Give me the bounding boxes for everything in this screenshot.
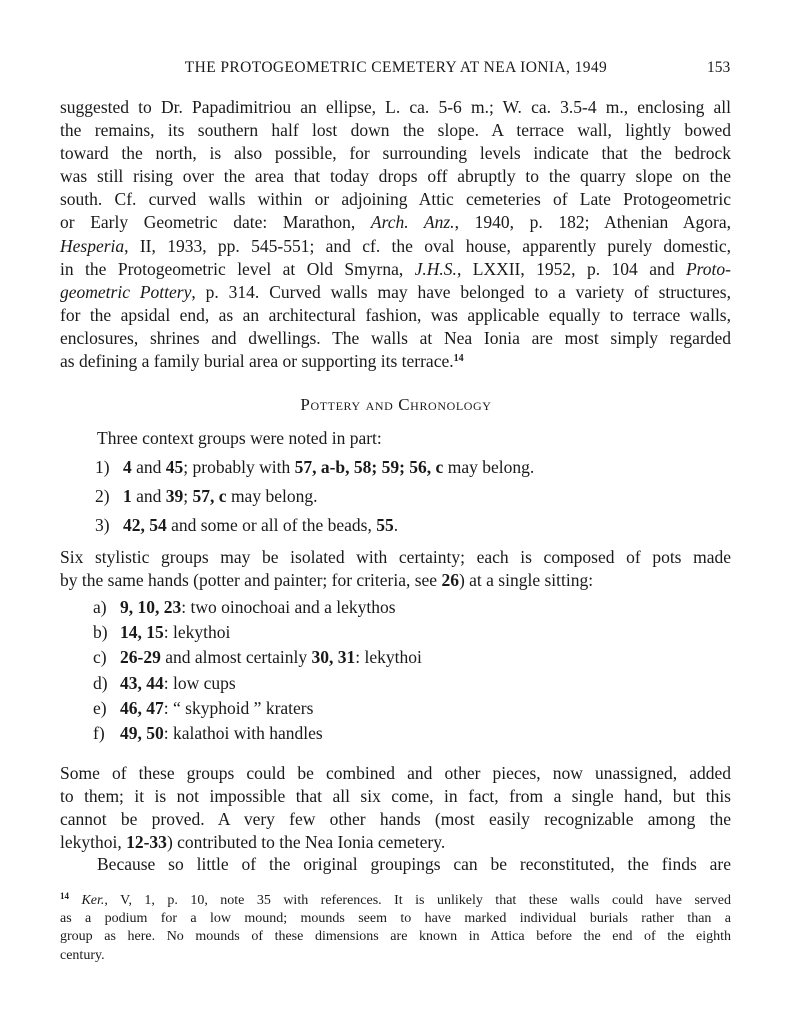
stylistic-group-item [93,698,422,723]
journal-title: Hesperia [60,235,125,256]
text-run: ; [183,486,193,506]
text-line: was still rising over the area that today drops off abruptly to the quarry slope on the [60,166,731,187]
text-line [60,831,731,854]
text-run: and [131,457,166,477]
paragraph-hands [60,762,731,854]
text-line: south. Cf. curved walls within or adjoining Attic cemeteries of Late Protogeometric [60,189,731,210]
context-group-item [95,515,534,544]
catalogue-number: 26-29 [120,647,161,668]
list-letter: f) [93,722,105,743]
section-heading: Pottery and Chronology [300,395,492,414]
context-group-item [95,486,534,515]
text-run: , p. 314. Curved walls may have belonged to a variety of structures, [191,281,731,302]
book-title: geometric Pottery [60,281,192,302]
text-run: , V, 1, p. 10, note 35 with references. It is unlikely that these walls could have served [104,893,732,908]
journal-title: Ker. [81,893,105,908]
context-group-item [95,457,534,486]
text-line: the remains, its southern half lost down the slope. A terrace wall, lightly bowed [60,120,731,141]
text-line: enclosures, shrines and dwellings. The walls at Nea Ionia are most simply regarded [60,327,731,348]
text-run: : “ skyphoid ” kraters [163,697,314,718]
footnote-line: group as here. No mounds of these dimensions are known in Attica before the end of the eighth [60,929,731,945]
text-run: ) at a single sitting: [458,570,594,591]
stylistic-group-item [93,647,422,672]
catalogue-number: 45 [165,457,184,477]
text-run: and [131,486,166,506]
text-run: , II, 1933, pp. 545-551; and cf. the oval house, apparently purely domestic, [124,235,731,256]
text-line [60,211,731,234]
text-line: Because so little of the original groupings can be reconstituted, the finds are [97,854,731,874]
text-run: : lekythoi [163,622,231,643]
text-run: or Early Geometric date: Marathon, [60,212,371,233]
text-run: ; probably with [183,457,295,477]
text-line: to them; it is not impossible that all six come, in fact, from a single hand, but this [60,786,731,807]
text-run: and some or all of the beads, [166,515,377,535]
text-line: toward the north, is also possible, for surrounding levels indicate that the bedrock [60,143,731,164]
catalogue-number: 39 [165,486,184,506]
paragraph-stylistic [60,546,731,592]
text-line [60,281,731,304]
text-run: may belong. [443,457,535,477]
text-run: : low cups [163,672,236,693]
text-run: may belong. [226,486,318,506]
paragraph-finds [97,853,731,876]
footnote-marker: 14 [60,891,69,901]
catalogue-number: 55 [376,515,394,535]
text-run: , LXXII, 1952, p. 104 and [456,258,686,279]
list-number: 1) [95,457,110,477]
text-run: lekythoi, [60,832,127,853]
catalogue-number: 9, 10, 23 [120,597,182,617]
footnote-line: as a podium for a low mound; mounds seem to have marked individual burials rather than a [60,911,731,927]
text-run: : kalathoi with handles [163,722,323,743]
text-run: ) contributed to the Nea Ionia cemetery. [166,832,446,853]
text-line [60,258,731,281]
catalogue-number: 12-33 [126,832,167,853]
text-line: Six stylistic groups may be isolated with certainty; each is composed of pots made [60,547,731,567]
catalogue-number: 1 [123,486,132,506]
catalogue-number: 14, 15 [120,622,164,643]
running-title: THE PROTOGEOMETRIC CEMETERY AT NEA IONIA, 1949 [184,59,608,76]
catalogue-number: 57, a-b, 58; 59; 56, c [294,457,444,477]
text-line: Some of these groups could be combined and other pieces, now unassigned, added [60,763,731,783]
stylistic-group-item [93,723,422,748]
list-letter: b) [93,622,108,643]
list-letter: d) [93,672,108,693]
catalogue-number: 26 [441,570,459,591]
text-run: in the Protogeometric level at Old Smyrna, [60,258,415,279]
text-line: suggested to Dr. Papadimitriou an ellipse, L. ca. 5-6 m.; W. ca. 3.5-4 m., enclosing all [60,97,731,117]
text-run: : two oinochoai and a lekythos [181,597,396,617]
catalogue-number: 57, c [192,486,227,506]
text-line: cannot be proved. A very few other hands (most easily recognizable among the [60,809,731,830]
book-title: Proto- [685,258,731,279]
text-run: : lekythoi [355,647,422,668]
text-run: , 1940, p. 182; Athenian Agora, [454,212,731,233]
text-run: as defining a family burial area or supporting its terrace. [60,351,454,372]
page-number: 153 [707,59,731,76]
footnote-line: century. [60,947,105,963]
text-line: for the apsidal end, as an architectural fashion, was applicable equally to terrace walls, [60,304,731,325]
catalogue-number: 43, 44 [120,672,164,693]
catalogue-number: 49, 50 [120,722,164,743]
text-run: . [393,515,399,535]
list-number: 3) [95,515,110,535]
footnote-line [60,892,731,910]
catalogue-number: 30, 31 [311,647,356,668]
list-letter: c) [93,647,107,668]
catalogue-number: 46, 47 [120,697,164,718]
text-line [60,235,731,258]
stylistic-group-item [93,597,422,622]
stylistic-group-list [93,597,422,748]
list-number: 2) [95,486,110,506]
list-letter: e) [93,697,107,718]
text-line [60,350,731,373]
context-intro: Three context groups were noted in part: [97,428,382,448]
context-group-list [95,457,534,544]
footnote [60,892,731,965]
catalogue-number: 42, 54 [123,515,167,535]
running-head [0,59,792,83]
catalogue-number: 4 [123,457,132,477]
text-run: and almost certainly [160,647,312,668]
stylistic-group-item [93,673,422,698]
list-letter: a) [93,597,107,617]
journal-title: J.H.S. [414,258,457,279]
text-line [60,569,731,592]
footnote-reference[interactable]: 14 [453,353,464,365]
stylistic-group-item [93,622,422,647]
journal-title: Arch. Anz. [370,212,455,233]
text-run: by the same hands (potter and painter; for criteria, see [60,570,442,591]
paragraph-walls [60,96,731,373]
